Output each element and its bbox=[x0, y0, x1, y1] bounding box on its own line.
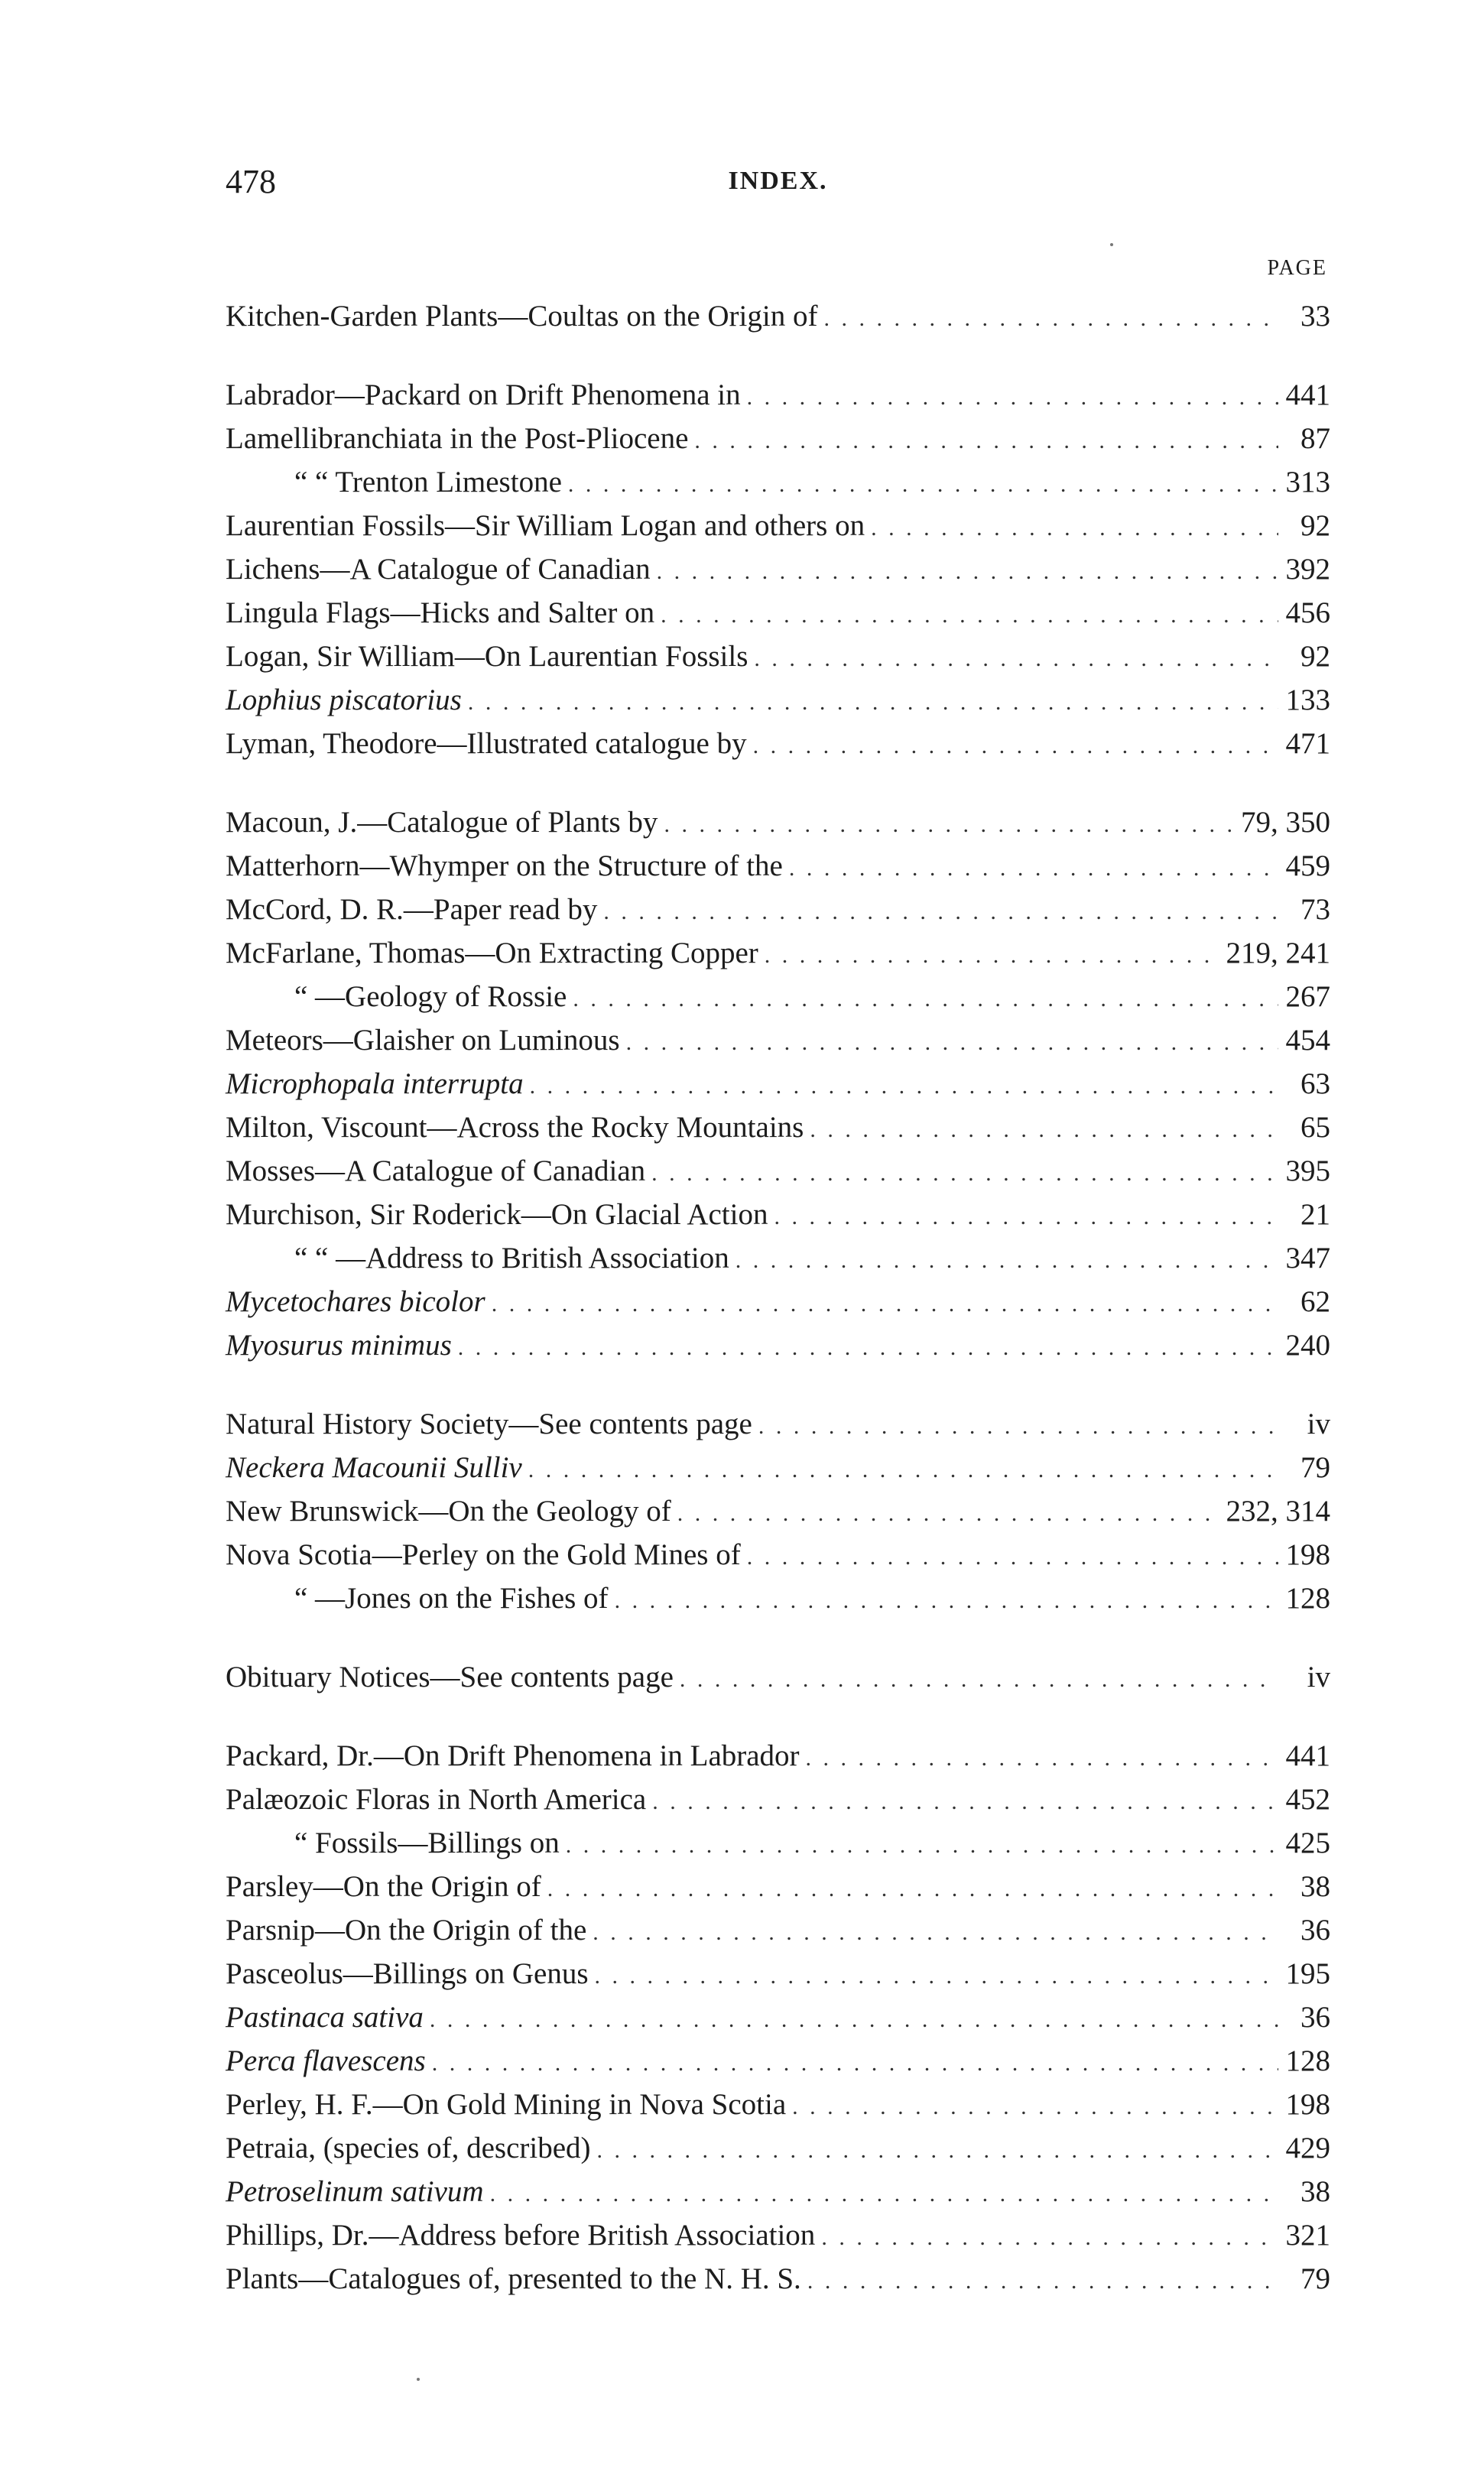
index-entry bbox=[226, 2257, 1330, 2301]
dot-leader bbox=[694, 419, 1278, 463]
index-list bbox=[226, 294, 1330, 2301]
entry-page-number: iv bbox=[1307, 1661, 1330, 1694]
index-entry bbox=[226, 1533, 1330, 1577]
dot-leader bbox=[806, 1736, 1278, 1780]
index-entry bbox=[226, 975, 1330, 1018]
dot-leader bbox=[821, 2216, 1278, 2259]
entry-text: Mycetochares bicolor bbox=[226, 1285, 485, 1318]
entry-text: Matterhorn—Whymper on the Structure of the bbox=[226, 849, 783, 882]
entry-page-number: 63 bbox=[1301, 1067, 1330, 1100]
entry-page-number: 240 bbox=[1285, 1329, 1330, 1362]
entry-text: Labrador—Packard on Drift Phenomena in bbox=[226, 378, 741, 411]
entry-page-number: 313 bbox=[1285, 466, 1330, 498]
dot-leader bbox=[566, 1823, 1278, 1867]
entry-text: “ —Geology of Rossie bbox=[294, 980, 567, 1013]
dot-leader bbox=[568, 463, 1278, 506]
entry-text: Petroselinum sativum bbox=[226, 2175, 484, 2208]
entry-page-number: 133 bbox=[1285, 684, 1330, 716]
index-entry bbox=[226, 2039, 1330, 2083]
index-entry bbox=[226, 1062, 1330, 1106]
entry-page-number: 429 bbox=[1285, 2132, 1330, 2164]
index-entry bbox=[226, 1446, 1330, 1489]
entry-page-number: 471 bbox=[1285, 727, 1330, 760]
print-speck bbox=[1110, 243, 1113, 246]
index-entry bbox=[226, 2083, 1330, 2126]
index-entry bbox=[226, 1018, 1330, 1062]
entry-page-number: 36 bbox=[1301, 1914, 1330, 1947]
entry-page-number: 232, 314 bbox=[1226, 1495, 1330, 1528]
entry-text: Neckera Macounii Sulliv bbox=[226, 1451, 522, 1484]
index-entry bbox=[226, 635, 1330, 678]
entry-text: “ Fossils—Billings on bbox=[294, 1827, 560, 1859]
dot-leader bbox=[651, 1151, 1278, 1195]
index-entry bbox=[226, 417, 1330, 460]
index-entry bbox=[226, 1865, 1330, 1908]
dot-leader bbox=[528, 1448, 1278, 1492]
dot-leader bbox=[615, 1579, 1278, 1622]
index-entry bbox=[226, 2213, 1330, 2257]
dot-leader bbox=[765, 934, 1220, 977]
index-entry bbox=[226, 1908, 1330, 1952]
dot-leader bbox=[664, 803, 1235, 846]
entry-page-number: 452 bbox=[1285, 1783, 1330, 1816]
entry-page-number: 65 bbox=[1301, 1111, 1330, 1144]
index-entry bbox=[226, 2126, 1330, 2170]
entry-page-number: 454 bbox=[1285, 1024, 1330, 1057]
dot-leader bbox=[547, 1867, 1278, 1911]
dot-leader bbox=[430, 1998, 1278, 2041]
entry-text: Palæozoic Floras in North America bbox=[226, 1783, 647, 1816]
index-entry bbox=[226, 1106, 1330, 1149]
index-entry bbox=[226, 678, 1330, 722]
dot-leader bbox=[657, 550, 1278, 593]
entry-text: Obituary Notices—See contents page bbox=[226, 1661, 674, 1694]
index-entry bbox=[226, 373, 1330, 417]
entry-text: Microphopala interrupta bbox=[226, 1067, 524, 1100]
entry-text: “ “ Trenton Limestone bbox=[294, 466, 562, 498]
entry-text: Logan, Sir William—On Laurentian Fossils bbox=[226, 640, 748, 673]
entry-text: McCord, D. R.—Paper read by bbox=[226, 893, 598, 926]
entry-text: “ “ —Address to British Association bbox=[294, 1242, 729, 1275]
entry-text: Laurentian Fossils—Sir William Logan and others on bbox=[226, 509, 865, 542]
entry-page-number: iv bbox=[1307, 1408, 1330, 1440]
entry-text: Meteors—Glaisher on Luminous bbox=[226, 1024, 620, 1057]
index-entry bbox=[226, 1821, 1330, 1865]
entry-text: Natural History Society—See contents page bbox=[226, 1408, 752, 1440]
index-entry bbox=[226, 294, 1330, 338]
dot-leader bbox=[573, 977, 1278, 1021]
dot-leader bbox=[490, 2172, 1278, 2216]
entry-text: Macoun, J.—Catalogue of Plants by bbox=[226, 806, 658, 839]
index-entry bbox=[226, 1577, 1330, 1620]
dot-leader bbox=[736, 1239, 1278, 1282]
dot-leader bbox=[747, 1535, 1278, 1579]
entry-text: Mosses—A Catalogue of Canadian bbox=[226, 1154, 646, 1187]
entry-text: Parsnip—On the Origin of the bbox=[226, 1914, 587, 1947]
entry-text: Packard, Dr.—On Drift Phenomena in Labrador bbox=[226, 1739, 800, 1772]
index-entry bbox=[226, 1489, 1330, 1533]
entry-page-number: 441 bbox=[1285, 378, 1330, 411]
dot-leader bbox=[680, 1658, 1278, 1701]
entry-page-number: 347 bbox=[1285, 1242, 1330, 1275]
entry-text: Murchison, Sir Roderick—On Glacial Action bbox=[226, 1198, 768, 1231]
entry-text: Nova Scotia—Perley on the Gold Mines of bbox=[226, 1538, 741, 1571]
entry-text: Lichens—A Catalogue of Canadian bbox=[226, 553, 651, 586]
entry-text: Kitchen-Garden Plants—Coultas on the Origin of bbox=[226, 300, 818, 333]
entry-page-number: 33 bbox=[1301, 300, 1330, 333]
entry-page-number: 21 bbox=[1301, 1198, 1330, 1231]
dot-leader bbox=[754, 637, 1278, 680]
dot-leader bbox=[871, 506, 1278, 550]
dot-leader bbox=[774, 1195, 1278, 1239]
entry-page-number: 38 bbox=[1301, 1870, 1330, 1903]
index-entry bbox=[226, 460, 1330, 504]
dot-leader bbox=[530, 1064, 1278, 1108]
dot-leader bbox=[595, 1954, 1279, 1998]
entry-page-number: 195 bbox=[1285, 1957, 1330, 1990]
entry-page-number: 425 bbox=[1285, 1827, 1330, 1859]
dot-leader bbox=[807, 2259, 1278, 2303]
index-entry bbox=[226, 547, 1330, 591]
entry-text: Perca flavescens bbox=[226, 2044, 426, 2077]
entry-page-number: 38 bbox=[1301, 2175, 1330, 2208]
entry-page-number: 79 bbox=[1301, 1451, 1330, 1484]
entry-page-number: 92 bbox=[1301, 640, 1330, 673]
index-entry bbox=[226, 1402, 1330, 1446]
dot-leader bbox=[677, 1492, 1220, 1535]
dot-leader bbox=[603, 890, 1278, 934]
entry-page-number: 62 bbox=[1301, 1285, 1330, 1318]
page-column-label: PAGE bbox=[1267, 256, 1327, 280]
entry-page-number: 128 bbox=[1285, 2044, 1330, 2077]
index-entry bbox=[226, 504, 1330, 547]
entry-page-number: 79, 350 bbox=[1241, 806, 1330, 839]
index-entry bbox=[226, 1323, 1330, 1367]
dot-leader bbox=[789, 846, 1278, 890]
entry-page-number: 456 bbox=[1285, 596, 1330, 629]
entry-page-number: 87 bbox=[1301, 422, 1330, 455]
index-entry bbox=[226, 1655, 1330, 1699]
entry-text: Lyman, Theodore—Illustrated catalogue by bbox=[226, 727, 747, 760]
dot-leader bbox=[661, 593, 1278, 637]
entry-page-number: 36 bbox=[1301, 2001, 1330, 2034]
entry-text: Lophius piscatorius bbox=[226, 684, 462, 716]
index-entry bbox=[226, 844, 1330, 888]
dot-leader bbox=[468, 680, 1278, 724]
dot-leader bbox=[492, 1282, 1278, 1326]
dot-leader bbox=[747, 375, 1278, 419]
entry-page-number: 73 bbox=[1301, 893, 1330, 926]
entry-text: Phillips, Dr.—Address before British Association bbox=[226, 2219, 816, 2252]
entry-page-number: 441 bbox=[1285, 1739, 1330, 1772]
entry-page-number: 198 bbox=[1285, 2088, 1330, 2121]
entry-text: New Brunswick—On the Geology of bbox=[226, 1495, 671, 1528]
dot-leader bbox=[458, 1326, 1278, 1369]
dot-leader bbox=[626, 1021, 1278, 1064]
entry-page-number: 321 bbox=[1285, 2219, 1330, 2252]
entry-text: Plants—Catalogues of, presented to the N. H. S. bbox=[226, 2262, 801, 2295]
dot-leader bbox=[652, 1780, 1278, 1823]
entry-text: McFarlane, Thomas—On Extracting Copper bbox=[226, 937, 758, 969]
index-entry bbox=[226, 1952, 1330, 1996]
page-header bbox=[226, 162, 1330, 216]
entry-page-number: 79 bbox=[1301, 2262, 1330, 2295]
index-entry bbox=[226, 1149, 1330, 1193]
entry-text: “ —Jones on the Fishes of bbox=[294, 1582, 609, 1615]
entry-page-number: 92 bbox=[1301, 509, 1330, 542]
dot-leader bbox=[758, 1404, 1278, 1448]
page-number: 478 bbox=[226, 163, 276, 200]
index-entry bbox=[226, 1734, 1330, 1778]
entry-text: Pasceolus—Billings on Genus bbox=[226, 1957, 589, 1990]
index-entry bbox=[226, 1193, 1330, 1236]
print-speck bbox=[417, 2378, 420, 2381]
entry-text: Milton, Viscount—Across the Rocky Mountains bbox=[226, 1111, 804, 1144]
index-entry bbox=[226, 1778, 1330, 1821]
dot-leader bbox=[753, 724, 1278, 768]
entry-text: Myosurus minimus bbox=[226, 1329, 452, 1362]
entry-page-number: 392 bbox=[1285, 553, 1330, 586]
dot-leader bbox=[593, 1911, 1278, 1954]
entry-text: Pastinaca sativa bbox=[226, 2001, 424, 2034]
dot-leader bbox=[823, 297, 1278, 340]
entry-text: Lamellibranchiata in the Post-Pliocene bbox=[226, 422, 689, 455]
entry-page-number: 198 bbox=[1285, 1538, 1330, 1571]
dot-leader bbox=[432, 2041, 1278, 2085]
index-entry bbox=[226, 1280, 1330, 1323]
index-entry bbox=[226, 800, 1330, 844]
running-title: INDEX. bbox=[728, 167, 828, 195]
dot-leader bbox=[810, 1108, 1278, 1151]
index-entry bbox=[226, 1996, 1330, 2039]
entry-text: Parsley—On the Origin of bbox=[226, 1870, 541, 1903]
entry-page-number: 219, 241 bbox=[1226, 937, 1330, 969]
index-entry bbox=[226, 591, 1330, 635]
entry-text: Petraia, (species of, described) bbox=[226, 2132, 591, 2164]
dot-leader bbox=[792, 2085, 1278, 2129]
entry-page-number: 395 bbox=[1285, 1154, 1330, 1187]
index-entry bbox=[226, 931, 1330, 975]
entry-page-number: 128 bbox=[1285, 1582, 1330, 1615]
index-entry bbox=[226, 722, 1330, 765]
entry-text: Perley, H. F.—On Gold Mining in Nova Scotia bbox=[226, 2088, 787, 2121]
index-entry bbox=[226, 1236, 1330, 1280]
dot-leader bbox=[597, 2129, 1278, 2172]
entry-text: Lingula Flags—Hicks and Salter on bbox=[226, 596, 655, 629]
index-entry bbox=[226, 2170, 1330, 2213]
entry-page-number: 459 bbox=[1285, 849, 1330, 882]
entry-page-number: 267 bbox=[1285, 980, 1330, 1013]
index-entry bbox=[226, 888, 1330, 931]
